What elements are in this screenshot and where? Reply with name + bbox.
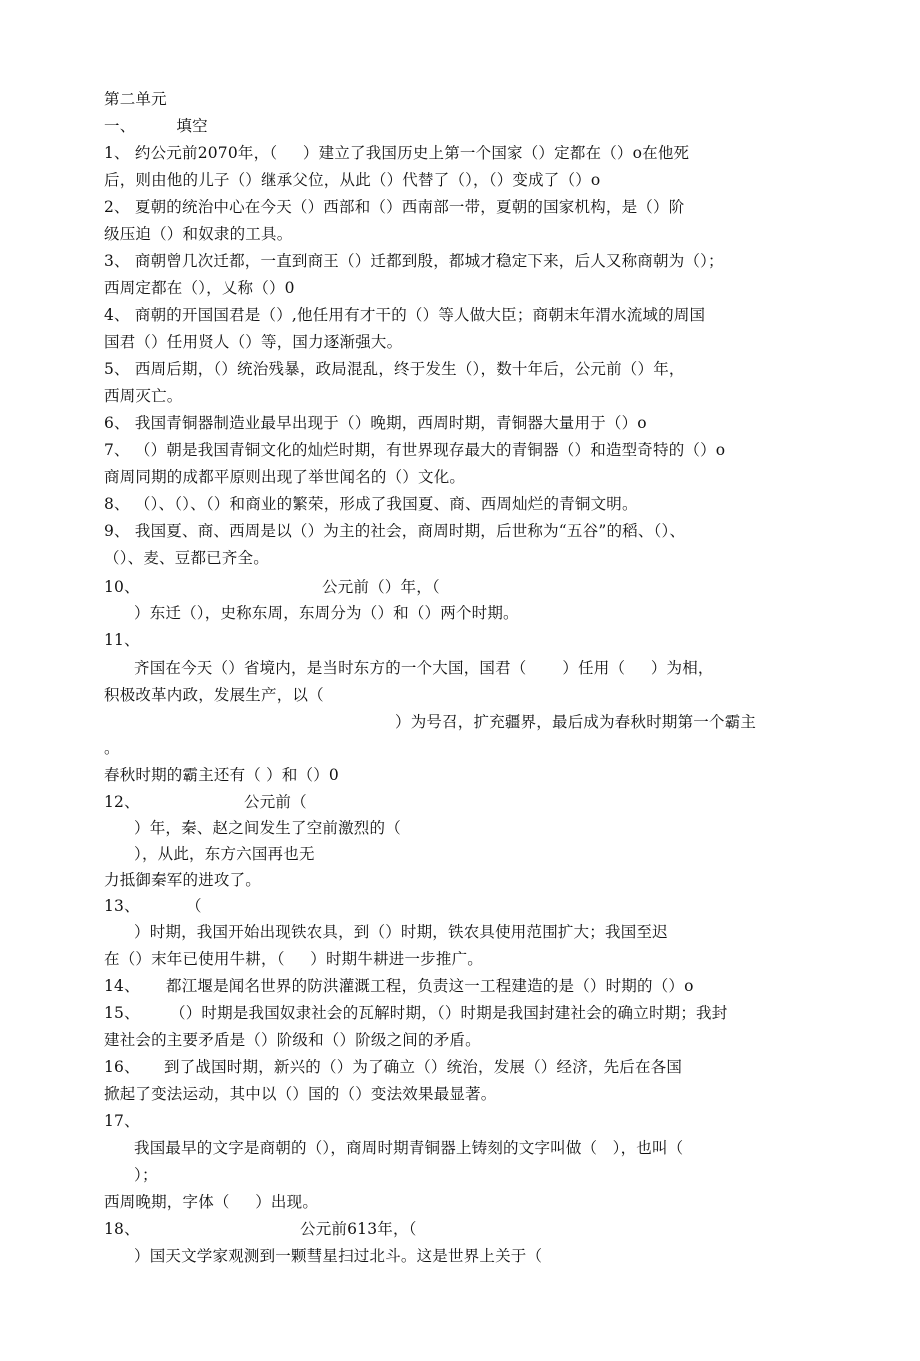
question-11-line-4: 。 [104, 739, 120, 757]
question-5-line-2: 西周灭亡。 [104, 387, 183, 405]
question-11-line-3: ）为号召，扩充疆界，最后成为春秋时期第一个霸主 [395, 713, 757, 731]
question-17-line-2: ）； [134, 1166, 158, 1184]
question-7-line-1: 7、 （）朝是我国青铜文化的灿烂时期，有世界现存最大的青铜器（）和造型奇特的（）o [104, 441, 726, 459]
question-17-number: 17、 [104, 1112, 140, 1130]
question-8: 8、 （）、（）、（）和商业的繁荣，形成了我国夏、商、西周灿烂的青铜文明。 [104, 495, 638, 513]
question-12-line-1: 公元前（ [244, 793, 307, 811]
question-7-line-2: 商周同期的成都平原则出现了举世闻名的（）文化。 [104, 468, 466, 486]
question-9-line-2: （）、麦、豆都已齐全。 [104, 549, 269, 567]
question-4-line-2: 国君（）任用贤人（）等，国力逐渐强大。 [104, 333, 403, 351]
question-9-line-1: 9、 我国夏、商、西周是以（）为主的社会，商周时期，后世称为“五谷”的稻、（）、 [104, 522, 686, 540]
section-heading: 一、 填空 [104, 117, 208, 135]
question-16-line-1: 到了战国时期，新兴的（）为了确立（）统治，发展（）经济，先后在各国 [164, 1058, 683, 1076]
unit-title: 第二单元 [104, 90, 167, 108]
question-13-line-2: ）时期，我国开始出现铁农具，到（）时期，铁农具使用范围扩大；我国至迟 [134, 923, 668, 941]
question-13-number: 13、 [104, 897, 140, 915]
question-11-line-1: 齐国在今天（）省境内，是当时东方的一个大国，国君（ ）任用（ ）为相， [134, 659, 714, 677]
question-1-line-2: 后，则由他的儿子（）继承父位，从此（）代替了（），（）变成了（）o [104, 171, 601, 189]
question-15-line-1: （）时期是我国奴隶社会的瓦解时期，（）时期是我国封建社会的确立时期；我封 [170, 1004, 728, 1022]
question-11-line-5: 春秋时期的霸主还有（ ）和（）0 [104, 766, 339, 784]
question-2-line-2: 级压迫（）和奴隶的工具。 [104, 225, 293, 243]
question-13-line-3: 在（）末年已使用牛耕，（ ）时期牛耕进一步推广。 [104, 950, 483, 968]
question-12-line-3: ），从此，东方六国再也无 [134, 845, 315, 863]
question-18-line-2: ）国天文学家观测到一颗彗星扫过北斗。这是世界上关于（ [134, 1247, 543, 1265]
question-15-number: 15、 [104, 1004, 140, 1022]
question-14: 都江堰是闻名世界的防洪灌溉工程，负责这一工程建造的是（）时期的（）o [166, 977, 694, 995]
question-10-line-2: ）东迁（），史称东周，东周分为（）和（）两个时期。 [134, 604, 519, 622]
question-3-line-1: 3、 商朝曾几次迁都，一直到商王（）迁都到殷，都城才稳定下来，后人又称商朝为（）； [104, 252, 724, 270]
question-1-line-1: 1、 约公元前2070年，（ ）建立了我国历史上第一个国家（）定都在（）o在他死 [104, 144, 690, 162]
question-13-line-1: （ [186, 897, 202, 915]
question-16-line-2: 掀起了变法运动，其中以（）国的（）变法效果最显著。 [104, 1085, 497, 1103]
question-11-line-2: 积极改革内政，发展生产，以（ [104, 686, 324, 704]
question-3-line-2: 西周定都在（），乂称（）0 [104, 279, 295, 297]
question-14-number: 14、 [104, 977, 140, 995]
question-2-line-1: 2、 夏朝的统治中心在今天（）西部和（）西南部一带，夏朝的国家机构，是（）阶 [104, 198, 685, 216]
question-10-line-1: 公元前（）年，（ [322, 578, 440, 596]
question-12-number: 12、 [104, 793, 140, 811]
question-10-number: 10、 [104, 578, 140, 596]
question-18-number: 18、 [104, 1220, 140, 1238]
question-17-line-3: 西周晚期，字体（ ）出现。 [104, 1193, 319, 1211]
question-15-line-2: 建社会的主要矛盾是（）阶级和（）阶级之间的矛盾。 [104, 1031, 481, 1049]
question-4-line-1: 4、 商朝的开国国君是（）,他任用有才干的（）等人做大臣；商朝末年渭水流域的周国 [104, 306, 706, 324]
question-11-number: 11、 [104, 631, 140, 649]
question-18-line-1: 公元前613年，（ [300, 1220, 417, 1238]
question-6: 6、 我国青铜器制造业最早出现于（）晚期，西周时期，青铜器大量用于（）o [104, 414, 647, 432]
question-17-line-1: 我国最早的文字是商朝的（），商周时期青铜器上铸刻的文字叫做（ ），也叫（ [134, 1139, 684, 1157]
question-5-line-1: 5、 西周后期，（）统治残暴，政局混乱，终于发生（），数十年后，公元前（）年， [104, 360, 685, 378]
question-12-line-4: 力抵御秦军的进攻了。 [104, 871, 262, 889]
question-12-line-2: ）年，秦、赵之间发生了空前激烈的（ [134, 819, 401, 837]
question-16-number: 16、 [104, 1058, 140, 1076]
